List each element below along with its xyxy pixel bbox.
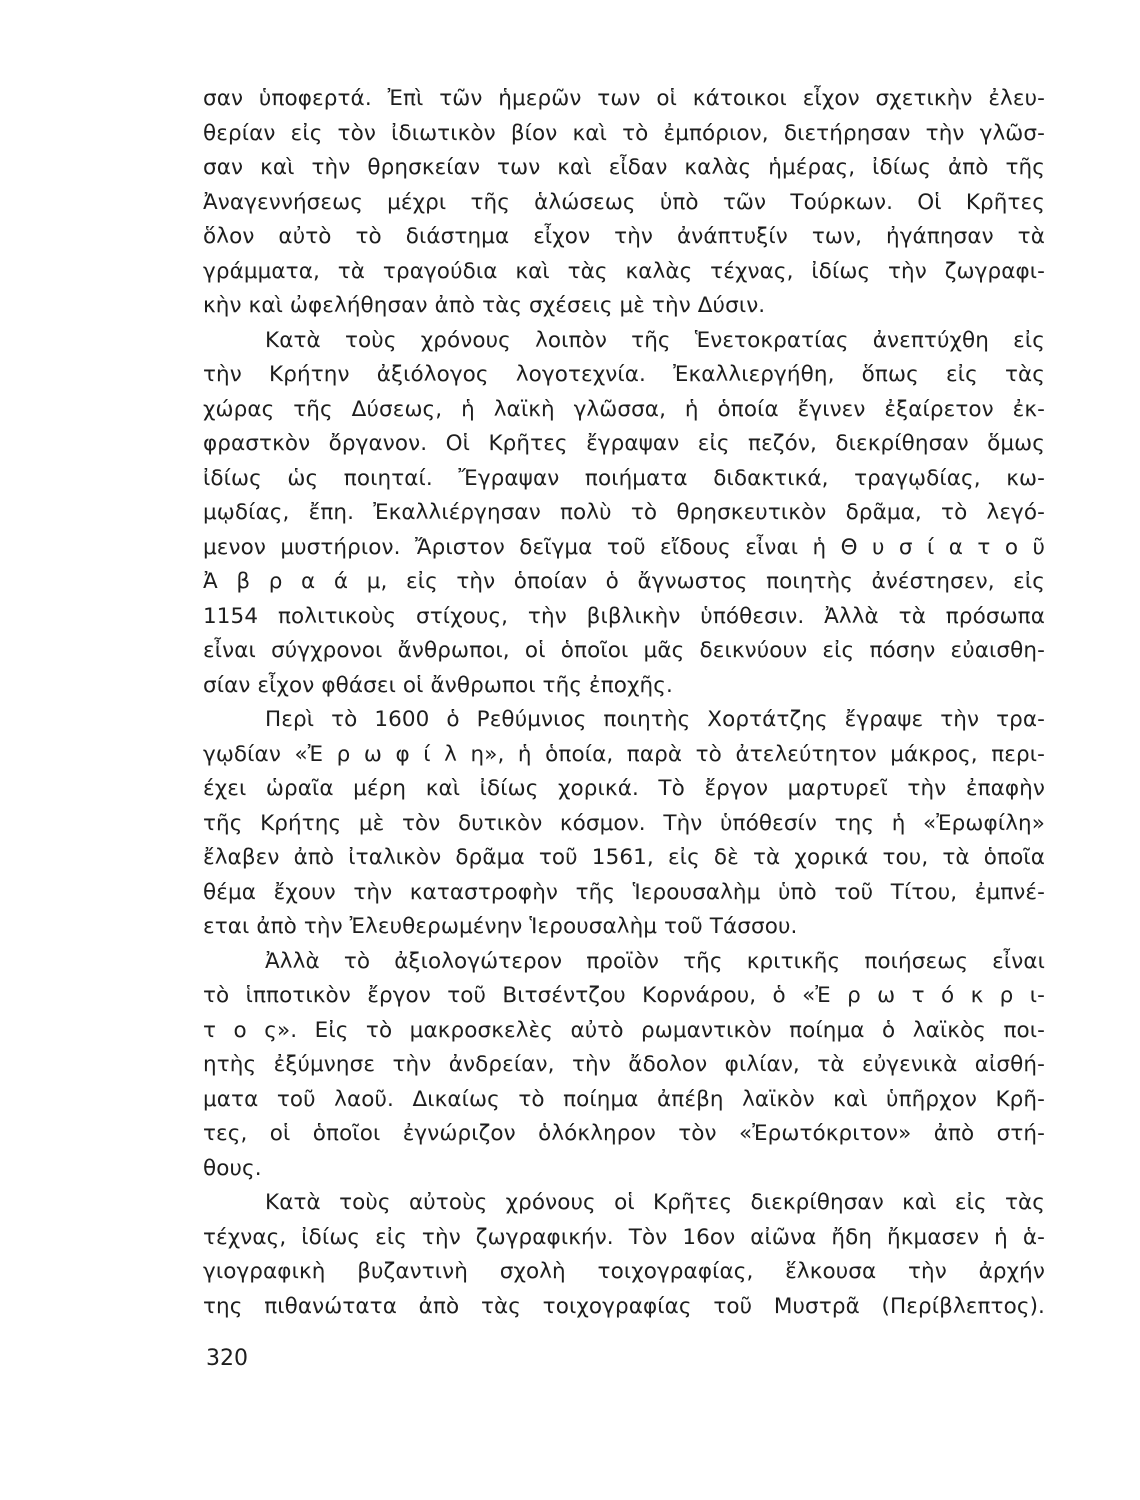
text-line: Περὶ τὸ 1600 ὁ Ρεθύμνιος ποιητὴς Χορτάτζης ἔγραψε τὴν τρα- — [265, 707, 1045, 732]
text-line: θέμα ἔχουν τὴν καταστροφὴν τῆς Ἱερουσαλὴμ ὑπὸ τοῦ Τίτου, ἐμπνέ- — [203, 879, 1045, 905]
text-line: τες, οἱ ὁποῖοι ἐγνώριζον ὁλόκληρον τὸν «Ἐρωτόκριτον» ἀπὸ στή- — [203, 1121, 1045, 1146]
text-line: μῳδίας, ἔπη. Ἐκαλλιέργησαν πολὺ τὸ θρησκευτικὸν δρᾶμα, τὸ λεγό- — [203, 500, 1045, 525]
text-line: γῳδίαν «Ἐ ρ ω φ ί λ η», ἡ ὁποία, παρὰ τὸ ἀτελεύτητον μάκρος, περι- — [203, 741, 1045, 767]
text-line: τ ο ς». Εἰς τὸ μακροσκελὲς αὐτὸ ρωμαντικὸν ποίημα ὁ λαϊκὸς ποι- — [203, 1017, 1045, 1043]
text-line: σαν ὑποφερτά. Ἐπὶ τῶν ἡμερῶν των οἱ κάτοικοι εἶχον σχετικὴν ἐλευ- — [203, 86, 1045, 111]
body-text — [203, 82, 1045, 1324]
text-line: σαν καὶ τὴν θρησκείαν των καὶ εἶδαν καλὰς ἡμέρας, ἰδίως ἀπὸ τῆς — [203, 155, 1045, 180]
text-line: γράμματα, τὰ τραγούδια καὶ τὰς καλὰς τέχνας, ἰδίως τὴν ζωγραφι- — [203, 258, 1045, 284]
text-line: εἶναι σύγχρονοι ἄνθρωποι, οἱ ὁποῖοι μᾶς δεικνύουν εἰς πόσην εὐαισθη- — [203, 638, 1045, 663]
text-line: Κατὰ τοὺς χρόνους λοιπὸν τῆς Ἑνετοκρατίας ἀνεπτύχθη εἰς — [265, 327, 1045, 353]
text-line: τέχνας, ἰδίως εἰς τὴν ζωγραφικήν. Τὸν 16ον αἰῶνα ἤδη ἤκμασεν ἡ ἁ- — [203, 1224, 1045, 1250]
text-line: θερίαν εἰς τὸν ἰδιωτικὸν βίον καὶ τὸ ἐμπόριον, διετήρησαν τὴν γλῶσ- — [203, 120, 1045, 146]
text-line: κὴν καὶ ὠφελήθησαν ἀπὸ τὰς σχέσεις μὲ τὴν Δύσιν. — [203, 293, 766, 318]
text-line: Κατὰ τοὺς αὐτοὺς χρόνους οἱ Κρῆτες διεκρίθησαν καὶ εἰς τὰς — [265, 1190, 1045, 1215]
text-line: 1154 πολιτικοὺς στίχους, τὴν βιβλικὴν ὑπόθεσιν. Ἀλλὰ τὰ πρόσωπα — [203, 603, 1045, 629]
text-line: Ἀναγεννήσεως μέχρι τῆς ἁλώσεως ὑπὸ τῶν Τούρκων. Οἱ Κρῆτες — [203, 189, 1045, 215]
page-number: 320 — [206, 1346, 248, 1371]
text-line: τὴν Κρήτην ἀξιόλογος λογοτεχνία. Ἐκαλλιεργήθη, ὅπως εἰς τὰς — [203, 362, 1045, 387]
text-line: Ἀ β ρ α ά μ, εἰς τὴν ὁποίαν ὁ ἄγνωστος ποιητὴς ἀνέστησεν, εἰς — [203, 569, 1045, 594]
text-line: εται ἀπὸ τὴν Ἐλευθερωμένην Ἱερουσαλὴμ τοῦ Τάσσου. — [203, 914, 798, 939]
text-line: ματα τοῦ λαοῦ. Δικαίως τὸ ποίημα ἀπέβη λαϊκὸν καὶ ὑπῆρχον Κρῆ- — [203, 1086, 1045, 1112]
text-line: τὸ ἱπποτικὸν ἔργον τοῦ Βιτσέντζου Κορνάρου, ὁ «Ἐ ρ ω τ ό κ ρ ι- — [203, 983, 1045, 1008]
text-line: της πιθανώτατα ἀπὸ τὰς τοιχογραφίας τοῦ Μυστρᾶ (Περίβλεπτος). — [203, 1293, 1045, 1319]
text-line: θους. — [203, 1155, 262, 1181]
text-line: ὅλον αὐτὸ τὸ διάστημα εἶχον τὴν ἀνάπτυξίν των, ἠγάπησαν τὰ — [203, 224, 1045, 249]
text-line: Ἀλλὰ τὸ ἀξιολογώτερον προϊὸν τῆς κριτικῆς ποιήσεως εἶναι — [265, 948, 1045, 974]
text-line: ἰδίως ὡς ποιηταί. Ἔγραψαν ποιήματα διδακτικά, τραγῳδίας, κω- — [203, 465, 1045, 491]
text-line: ητὴς ἐξύμνησε τὴν ἀνδρείαν, τὴν ἄδολον φιλίαν, τὰ εὐγενικὰ αἰσθή- — [203, 1052, 1045, 1077]
text-line: έχει ὡραῖα μέρη καὶ ἰδίως χορικά. Τὸ ἔργον μαρτυρεῖ τὴν ἐπαφὴν — [203, 776, 1045, 801]
text-line: χώρας τῆς Δύσεως, ἡ λαϊκὴ γλῶσσα, ἡ ὁποία ἔγινεν ἐξαίρετον ἐκ- — [203, 396, 1045, 422]
text-line: τῆς Κρήτης μὲ τὸν δυτικὸν κόσμον. Τὴν ὑπόθεσίν της ἡ «Ἐρωφίλη» — [203, 810, 1045, 836]
text-line: φραστκὸν ὄργανον. Οἱ Κρῆτες ἔγραψαν εἰς πεζόν, διεκρίθησαν ὅμως — [203, 431, 1045, 456]
text-line: ἔλαβεν ἀπὸ ἰταλικὸν δρᾶμα τοῦ 1561, εἰς δὲ τὰ χορικά του, τὰ ὁποῖα — [203, 845, 1045, 870]
text-line: σίαν εἶχον φθάσει οἱ ἄνθρωποι τῆς ἐποχῆς. — [203, 672, 673, 698]
text-line: μενον μυστήριον. Ἄριστον δεῖγμα τοῦ εἴδους εἶναι ἡ Θ υ σ ί α τ ο ῦ — [203, 534, 1045, 560]
text-line: γιογραφικὴ βυζαντινὴ σχολὴ τοιχογραφίας, ἕλκουσα τὴν ἀρχήν — [203, 1259, 1045, 1284]
